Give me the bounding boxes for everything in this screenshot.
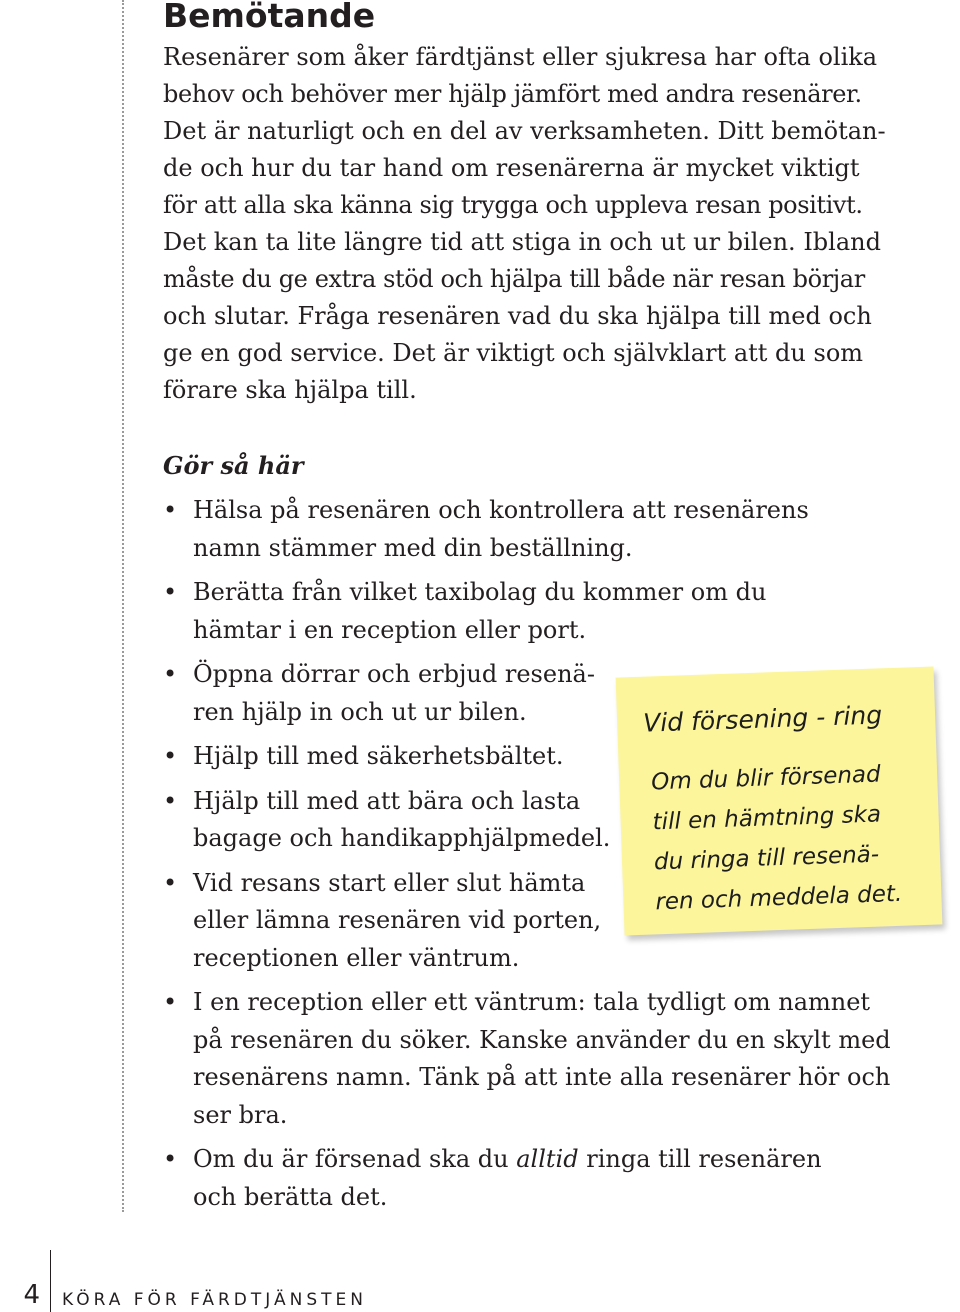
list-item-line: Hälsa på resenären och kontrollera att resenärens [193, 496, 809, 524]
list-item [163, 492, 891, 567]
bullet-marker: • [163, 786, 178, 815]
sticky-note-line: ren och meddela det. [655, 880, 903, 916]
list-item-line: Öppna dörrar och erbjud resenä- [193, 660, 595, 688]
emphasis-word: alltid [516, 1145, 579, 1173]
list-item-line: ren hjälp in och ut ur bilen. [193, 697, 527, 726]
bullet-marker: • [163, 1145, 178, 1173]
bullet-marker: • [163, 496, 178, 524]
footer-divider [50, 1250, 51, 1312]
list-item-line: Vid resans start eller slut hämta [193, 868, 586, 897]
list-item-line [193, 1141, 891, 1179]
list-item-line: receptionen eller väntrum. [193, 943, 520, 972]
how-to-subheading: Gör så här [163, 451, 304, 480]
list-item-line: hämtar i en reception eller port. [193, 615, 587, 644]
intro-line: behov och behöver mer hjälp jämfört med andra resenärer. [163, 80, 862, 108]
list-item-line: Berätta från vilket taxibolag du kommer om du [193, 578, 767, 606]
bullet-marker: • [163, 578, 178, 606]
sticky-note-line: till en hämtning ska [652, 801, 882, 836]
sticky-note [616, 667, 943, 936]
intro-line: Det är naturligt och en del av verksamheten. Ditt bemötan- [163, 117, 886, 145]
list-item [163, 574, 891, 649]
list-item-line: namn stämmer med din beställning. [193, 533, 633, 562]
list-item [163, 984, 891, 1134]
bullet-marker: • [163, 868, 178, 897]
intro-line: förare ska hjälpa till. [163, 376, 417, 404]
bullet-marker: • [163, 660, 178, 688]
bullet-marker: • [163, 742, 178, 770]
list-item [163, 1141, 891, 1216]
intro-line: Det kan ta lite längre tid att stiga in och ut ur bilen. Ibland [163, 228, 881, 256]
list-item-line: Hjälp till med säkerhetsbältet. [193, 742, 564, 770]
intro-line: Resenärer som åker färdtjänst eller sjukresa har ofta olika [163, 43, 878, 71]
intro-line: måste du ge extra stöd och hjälpa till både när resan börjar [163, 265, 865, 293]
sticky-note-title: Vid försening - ring [642, 700, 883, 738]
sticky-note-line: Om du blir försenad [650, 761, 882, 796]
list-item-line: resenärens namn. Tänk på att inte alla resenärer hör och [193, 1063, 891, 1091]
list-item-line: på resenären du söker. Kanske använder du en skylt med [193, 1025, 891, 1054]
list-item-line: och berätta det. [193, 1182, 388, 1211]
page-number: 4 [23, 1280, 40, 1310]
intro-line: för att alla ska känna sig trygga och uppleva resan positivt. [163, 191, 863, 219]
list-item-text: ringa till resenären [578, 1145, 822, 1173]
bullet-marker: • [163, 988, 178, 1016]
list-item-line: bagage och handikapphjälpmedel. [193, 824, 611, 852]
list-item-text: Om du är försenad ska du [193, 1145, 517, 1173]
intro-line: de och hur du tar hand om resenärerna är mycket viktigt [163, 154, 860, 182]
page-heading: Bemötande [163, 0, 376, 35]
footer-title: KÖRA FÖR FÄRDTJÄNSTEN [62, 1290, 367, 1310]
margin-dotted-rule [122, 0, 124, 1212]
list-item-line: Hjälp till med att bära och lasta [193, 786, 581, 815]
intro-line: ge en god service. Det är viktigt och självklart att du som [163, 339, 864, 367]
list-item-line: ser bra. [193, 1100, 288, 1129]
list-item-line: eller lämna resenären vid porten, [193, 906, 602, 934]
intro-paragraph [163, 39, 886, 409]
intro-line: och slutar. Fråga resenären vad du ska hjälpa till med och [163, 302, 872, 330]
sticky-note-line: du ringa till resenä- [653, 841, 880, 876]
sticky-note-body [651, 754, 903, 923]
list-item-line: I en reception eller ett väntrum: tala tydligt om namnet [193, 988, 871, 1016]
